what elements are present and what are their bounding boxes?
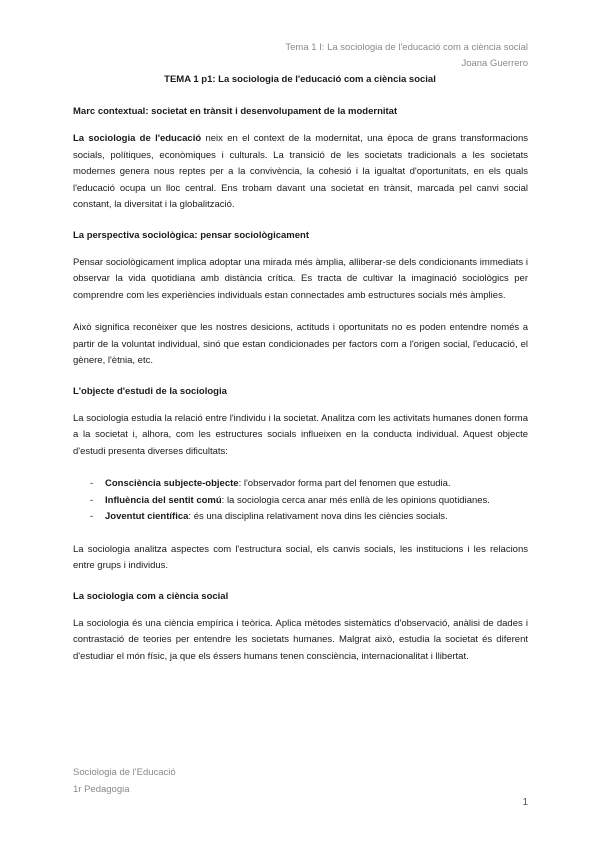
paragraph: Pensar sociològicament implica adoptar una mirada més àmplia, alliberar-se dels condicionants immediats i observar la vida quotidiana amb distància crítica. Es tracta de cultivar la imaginació sociològics per comprendre com les experiències individuals estan connectades amb estructures socials més àmplies. [73,256,528,301]
document-title: TEMA 1 p1: La sociologia de l'educació com a ciència social [164,74,436,85]
section-heading: Marc contextual: societat en trànsit i desenvolupament de la modernitat [73,106,398,117]
section-heading: L'objecte d'estudi de la sociologia [73,385,227,397]
list-item [73,509,528,526]
paragraph [73,131,528,214]
bold-term: La sociologia de l'educació [73,133,202,144]
paragraph: La sociologia analitza aspectes com l'estructura social, els canvis socials, les institucions i les relacions entre grups i individus. [73,543,528,571]
footer-subject: Sociologia de l'Educació [73,767,176,778]
list-item-text: : l'observador forma part del fenomen que estudia. [238,478,451,489]
paragraph-text: neix en el context de la modernitat, una època de grans transformacions socials, polítiques, econòmiques i culturals. La transició de les societats tradicionals a les societats modernes genera nous reptes per a la convivència, la cohesió i la igualtat d'oportunitats, en els quals l'educació ocupa un lloc central. Ens trobam davant una societat en trànsit, marcada pel canvi social constant, la diversitat i la globalització. [73,133,528,210]
list-item [73,476,528,493]
dash-marker: - [90,494,94,506]
bold-term: Joventut científica [105,511,189,522]
dash-marker: - [90,511,94,522]
section-heading: La sociologia com a ciència social [73,590,229,602]
paragraph: Això significa reconèixer que les nostres desicions, actituds i oportunitats no es poden entendre només a partir de la voluntat individual, sinó que estan condicionades per factors com a l'origen social, l'educació, el gènere, l'ètnia, etc. [73,322,528,366]
difficulties-list [73,476,528,526]
bold-term: Influència del sentit comú [105,494,222,506]
list-item-text: : és una disciplina relativament nova dins les ciències socials. [188,511,448,522]
dash-marker: - [90,478,94,489]
page-header [285,40,528,72]
bold-term: Consciència subjecte-objecte [105,478,239,489]
list-item [73,493,528,510]
paragraph: La sociologia és una ciència empírica i teòrica. Aplica mètodes sistemàtics d'observació, anàlisi de dades i contrastació de teories per entendre les societats humanes. Malgrat això, estudia la societat és diferent d'estudiar el món físic, ja que els éssers humans tenen consciència, internacionalitat i llibertat. [73,617,528,662]
footer-course: 1r Pedagogia [73,784,130,795]
header-author: Joana Guerrero [461,58,528,69]
section-heading: La perspectiva sociològica: pensar sociològicament [73,229,309,241]
document-body [73,98,528,681]
paragraph: La sociologia estudia la relació entre l'individu i la societat. Analitza com les activitats humanes donen forma a la societat i, alhora, com les estructures socials influeixen en la conducta individual. Aquest objecte d'estudi presenta diverses dificultats: [73,412,528,457]
page-number: 1 [522,797,528,808]
list-item-text: : la sociologia cerca anar més enllà de les opinions quotidianes. [221,494,490,506]
header-course-title: Tema 1 I: La sociologia de l'educació com a ciència social [285,42,528,53]
page-footer [73,764,176,798]
